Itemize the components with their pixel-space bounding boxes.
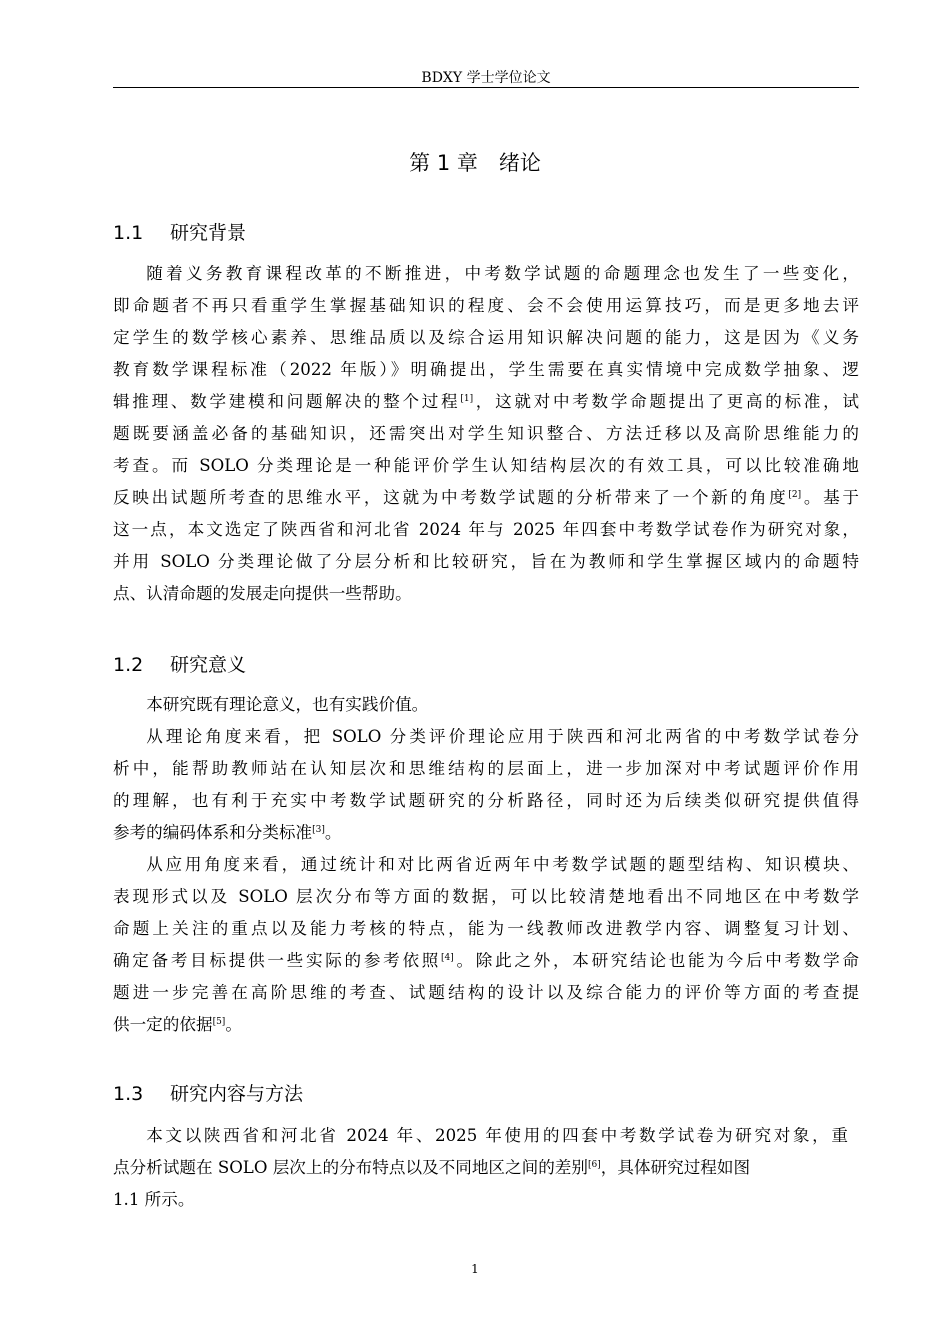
paragraph-practical-significance [113,849,859,1041]
citation-ref[interactable]: [5] [212,1017,226,1027]
citation-ref[interactable]: [1] [460,394,474,404]
paragraph-background [113,258,859,610]
section-heading-1-3 [113,1080,303,1108]
paragraph-theoretical-significance [113,721,859,849]
text-fragment: 反映出试题所考查的思维水平，这就为中考数学试题的分析带来了一个新的角度 [113,488,789,507]
text-line [113,945,859,977]
header-rule [113,87,859,88]
section-title: 研究背景 [170,222,247,244]
text-line: 考查。而 SOLO 分类理论是一种能评价学生认知结构层次的有效工具，可以比较准确地 [113,456,859,475]
text-line: 本文以陕西省和河北省 2024 年、2025 年使用的四套中考数学试卷为研究对象，重 [146,1126,848,1145]
text-line: 命题上关注的重点以及能力考核的特点，能为一线教师改进教学内容、调整复习计划、 [113,919,859,938]
section-heading-1-2 [113,651,246,679]
text-line: 这一点，本文选定了陕西省和河北省 2024 年与 2025 年四套中考数学试卷作为研究对象， [113,520,859,539]
section-number: 1.2 [113,654,144,676]
text-line [113,482,859,514]
text-line: 本研究既有理论意义，也有实践价值。 [146,695,429,714]
text-line [113,1152,848,1184]
text-fragment: 供一定的依据 [113,1015,213,1034]
text-line [113,386,859,418]
section-number: 1.1 [113,222,144,244]
page-number: 1 [471,1262,479,1276]
text-line: 教育数学课程标准（2022 年版）》明确提出，学生需要在真实情境中完成数学抽象、逻 [113,360,859,379]
section-title: 研究意义 [170,654,247,676]
text-line: 的理解，也有利于充实中考数学试题研究的分析路径，同时还为后续类似研究提供值得 [113,791,859,810]
text-line: 1.1 所示。 [113,1190,195,1209]
section-title: 研究内容与方法 [170,1083,304,1105]
text-line: 表现形式以及 SOLO 层次分布等方面的数据，可以比较清楚地看出不同地区在中考数学 [113,887,859,906]
text-line: 点、认清命题的发展走向提供一些帮助。 [113,584,412,603]
text-line: 析中，能帮助教师站在认知层次和思维结构的层面上，进一步加深对中考试题评价作用 [113,759,859,778]
citation-ref[interactable]: [3] [312,825,325,835]
text-line [113,817,859,849]
text-line: 并用 SOLO 分类理论做了分层分析和比较研究，旨在为教师和学生掌握区域内的命题特 [113,552,859,571]
paragraph-content-methods [113,1120,848,1216]
text-line: 随着义务教育课程改革的不断推进，中考数学试题的命题理念也发生了一些变化， [146,264,859,283]
text-fragment: ，具体研究过程如图 [600,1158,751,1177]
chapter-title: 第 1 章 绪论 [409,151,541,175]
text-line: 从理论角度来看，把 SOLO 分类评价理论应用于陕西和河北两省的中考数学试卷分 [146,727,859,746]
text-fragment: 。基于 [801,488,860,507]
citation-ref[interactable]: [2] [788,490,802,500]
text-line: 从应用角度来看，通过统计和对比两省近两年中考数学试题的题型结构、知识模块、 [146,855,859,874]
text-fragment: 点分析试题在 SOLO 层次上的分布特点以及不同地区之间的差别 [113,1158,588,1177]
text-fragment: 。 [225,1015,242,1034]
text-fragment: 确定备考目标提供一些实际的参考依照 [113,951,442,970]
text-line: 题既要涵盖必备的基础知识，还需突出对学生知识整合、方法迁移以及高阶思维能力的 [113,424,859,443]
citation-ref[interactable]: [4] [441,953,454,963]
text-line: 定学生的数学核心素养、思维品质以及综合运用知识解决问题的能力，这是因为《义务 [113,328,859,347]
section-heading-1-1 [113,219,246,247]
section-number: 1.3 [113,1083,144,1105]
text-fragment: 辑推理、数学建模和问题解决的整个过程 [113,392,461,411]
text-line: 即命题者不再只看重学生掌握基础知识的程度、会不会使用运算技巧，而是更多地去评 [113,296,859,315]
text-fragment: 。 [324,823,342,842]
text-fragment: ，这就对中考数学命题提出了更高的标准，试 [473,392,859,411]
text-fragment: 参考的编码体系和分类标准 [113,823,313,842]
text-line [113,1009,859,1041]
text-line: 题进一步完善在高阶思维的考查、试题结构的设计以及综合能力的评价等方面的考查提 [113,983,859,1002]
running-header: BDXY 学士学位论文 [421,70,551,86]
paragraph-significance-intro [113,689,859,721]
text-fragment: 。除此之外，本研究结论也能为今后中考数学命 [453,951,860,970]
citation-ref[interactable]: [6] [588,1160,601,1170]
